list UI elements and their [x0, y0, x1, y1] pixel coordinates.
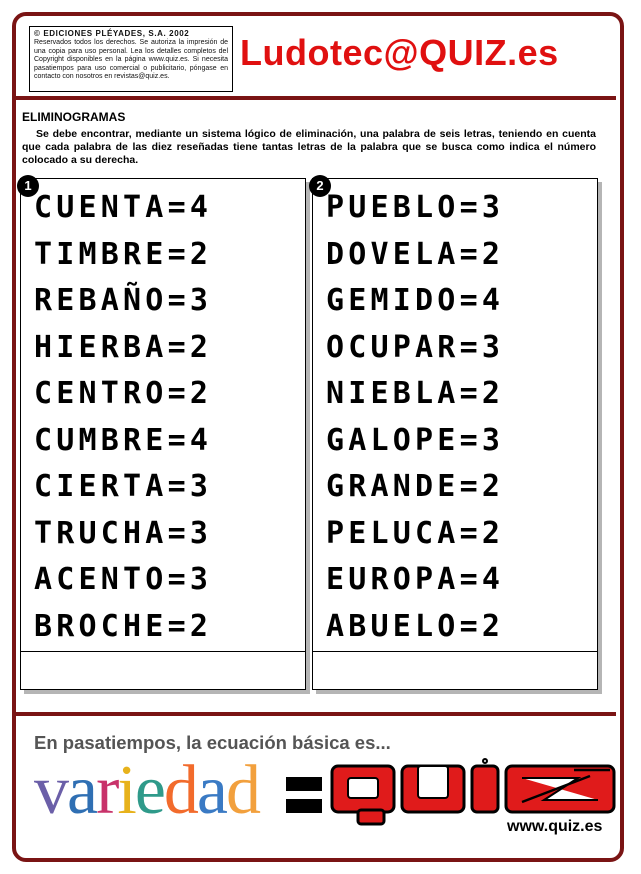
clue-word: ACENTO=3 [34, 562, 213, 597]
clue-word: REBAÑO=3 [34, 283, 213, 318]
variedad-wordmark [34, 752, 259, 830]
panel-number-badge: 2 [309, 175, 331, 197]
footer-slogan: En pasatiempos, la ecuación básica es... [34, 732, 391, 753]
footer-divider [12, 712, 616, 716]
puzzle-instructions: Se debe encontrar, mediante un sistema lógico de eliminación, una palabra de seis letras, teniendo en cuenta que cada palabra de las diez reseñadas tiene tantas letras de la palabra que se busca como indica el número colocado a su derecha. [22, 128, 596, 166]
clue-word: OCUPAR=3 [326, 330, 505, 365]
clue-word: PELUCA=2 [326, 516, 505, 551]
clue-word: ABUELO=2 [326, 609, 505, 644]
clue-word: EUROPA=4 [326, 562, 505, 597]
wordmark-letter: v [34, 752, 67, 829]
ludotec-logo: Ludotec@QUIZ.es [240, 32, 559, 73]
equals-sign [286, 773, 322, 817]
panel-1-answer-area[interactable] [21, 651, 305, 652]
clue-word: CIERTA=3 [34, 469, 213, 504]
copyright-text: Reservados todos los derechos. Se autoriza la impresión de una copia para uso personal. Lea los detalles completos del Copyright disponibles en la página www.quiz.es. Si necesita pasatiempos para uso comercial o publicitario, póngase en contacto con nosotros en revistas@quiz.es. [34, 39, 228, 81]
clue-word: GRANDE=2 [326, 469, 505, 504]
wordmark-letter: d [163, 752, 197, 829]
panel-number-badge: 1 [17, 175, 39, 197]
wordmark-letter: i [117, 752, 135, 829]
clue-word: TRUCHA=3 [34, 516, 213, 551]
clue-word: HIERBA=2 [34, 330, 213, 365]
copyright-notice [29, 26, 233, 92]
wordmark-letter: a [67, 752, 97, 829]
wordmark-letter: a [196, 752, 226, 829]
clue-word: DOVELA=2 [326, 237, 505, 272]
clue-word: BROCHE=2 [34, 609, 213, 644]
clue-word: GALOPE=3 [326, 423, 505, 458]
clue-word: CENTRO=2 [34, 376, 213, 411]
wordmark-letter: r [96, 752, 118, 829]
clue-word: PUEBLO=3 [326, 190, 505, 225]
clue-word: CUMBRE=4 [34, 423, 213, 458]
clue-word: GEMIDO=4 [326, 283, 505, 318]
header-divider [12, 96, 616, 100]
puzzle-title: ELIMINOGRAMAS [22, 110, 126, 124]
panel-2-answer-area[interactable] [313, 651, 597, 652]
clue-word: NIEBLA=2 [326, 376, 505, 411]
quiz-logo [328, 758, 620, 826]
website-url[interactable]: www.quiz.es [507, 818, 603, 835]
clue-word: CUENTA=4 [34, 190, 213, 225]
wordmark-letter: e [134, 752, 164, 829]
clue-word: TIMBRE=2 [34, 237, 213, 272]
copyright-title: © EDICIONES PLÉYADES, S.A. 2002 [34, 29, 190, 38]
wordmark-letter: d [226, 752, 259, 829]
